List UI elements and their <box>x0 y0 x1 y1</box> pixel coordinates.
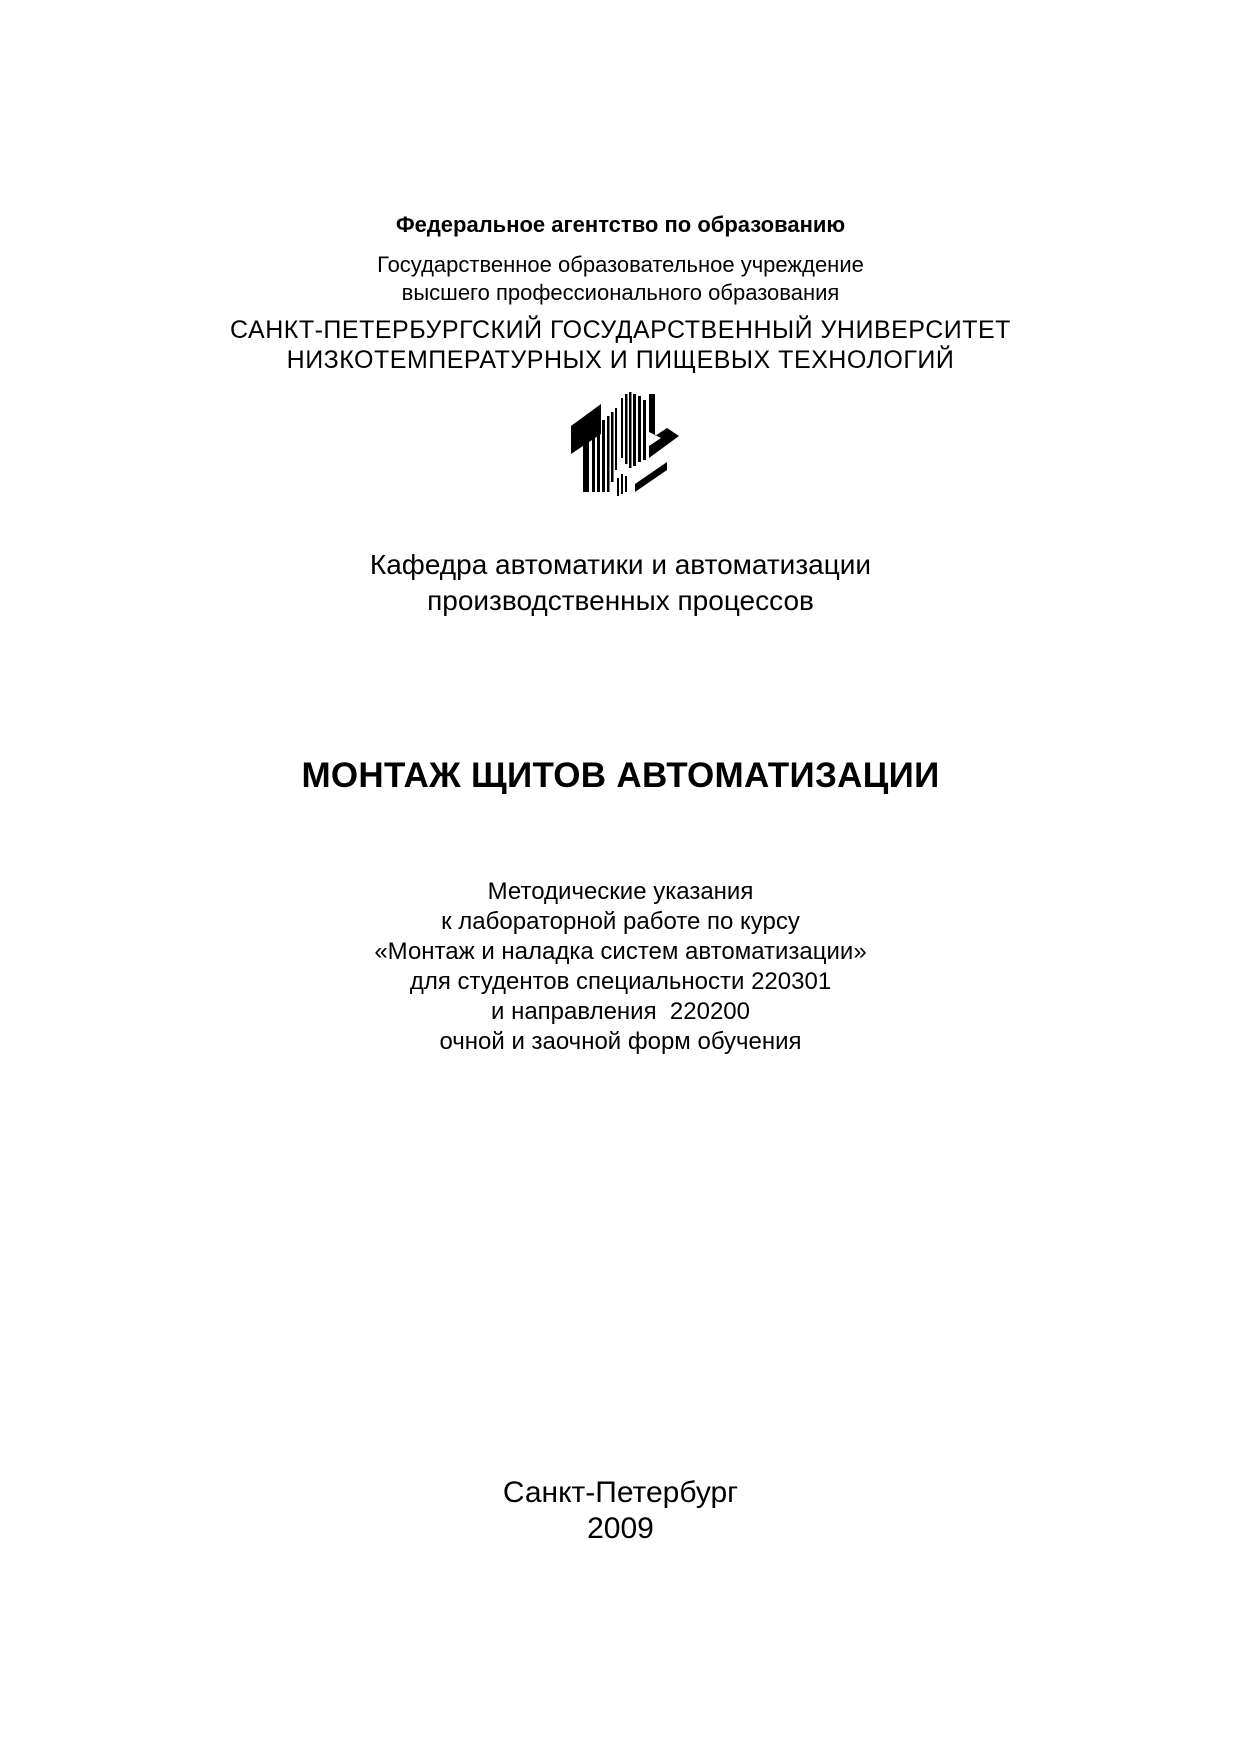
institution-line-2: высшего профессионального образования <box>401 280 840 305</box>
university-name-line-1: САНКТ-ПЕТЕРБУРГСКИЙ ГОСУДАРСТВЕННЫЙ УНИВЕРСИТЕТ <box>230 316 1011 344</box>
description-line-4: для студентов специальности 220301 <box>409 968 832 995</box>
university-name-line-2: НИЗКОТЕМПЕРАТУРНЫХ И ПИЩЕВЫХ ТЕХНОЛОГИЙ <box>286 346 955 374</box>
department-line-1: Кафедра автоматики и автоматизации <box>369 549 872 580</box>
publication-year: 2009 <box>587 1512 654 1545</box>
description-line-3: «Монтаж и наладка систем автоматизации» <box>374 938 867 965</box>
document-title: МОНТАЖ ЩИТОВ АВТОМАТИЗАЦИИ <box>301 756 940 795</box>
city-name: Санкт-Петербург <box>502 1476 739 1509</box>
description-line-5: и направления 220200 <box>491 998 750 1025</box>
agency-name: Федеральное агентство по образованию <box>395 212 846 237</box>
description-line-1: Методические указания <box>487 878 754 905</box>
description-line-2: к лабораторной работе по курсу <box>441 908 800 935</box>
university-emblem-icon <box>569 392 681 496</box>
institution-line-1: Государственное образовательное учреждение <box>377 252 864 277</box>
department-line-2: производственных процессов <box>427 585 814 616</box>
description-line-6: очной и заочной форм обучения <box>439 1028 802 1055</box>
